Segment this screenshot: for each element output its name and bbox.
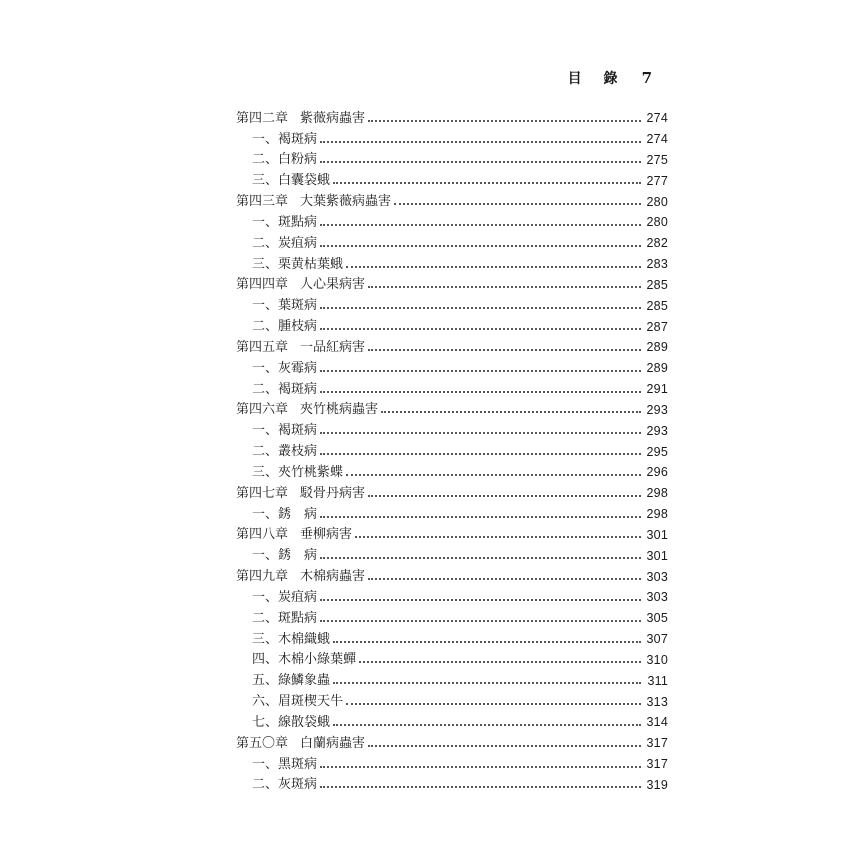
entry-title: 褐斑病 (278, 381, 318, 397)
entry-number: 一、 (252, 298, 279, 314)
entry-title: 白蘭病蟲害 (300, 735, 366, 751)
toc-section-entry (236, 583, 668, 604)
toc-chapter-entry (236, 187, 668, 208)
entry-number: 一、 (252, 131, 279, 147)
dot-leader (320, 620, 641, 622)
entry-number: 一、 (252, 360, 279, 376)
table-of-contents (236, 104, 668, 791)
entry-title: 白粉病 (278, 152, 318, 168)
entry-title: 夾竹桃紫蝶 (278, 464, 344, 480)
dot-leader (381, 411, 641, 413)
toc-section-entry (236, 708, 668, 729)
entry-number: 第四六章 (236, 402, 289, 418)
entry-number: 二、 (252, 444, 279, 460)
entry-page-number: 274 (646, 132, 668, 147)
entry-number: 第四三章 (236, 194, 289, 210)
dot-leader (346, 703, 641, 705)
toc-section-entry (236, 750, 668, 771)
entry-title: 炭疽病 (278, 589, 318, 605)
toc-chapter-entry (236, 396, 668, 417)
entry-title: 灰斑病 (278, 777, 318, 793)
entry-page-number: 303 (646, 569, 668, 584)
entry-title: 斑點病 (278, 610, 318, 626)
entry-page-number: 303 (646, 590, 668, 605)
entry-title: 灰霉病 (278, 360, 318, 376)
toc-section-entry (236, 437, 668, 458)
entry-page-number: 317 (646, 736, 668, 751)
dot-leader (320, 786, 641, 788)
toc-section-entry (236, 250, 668, 271)
dot-leader (320, 161, 641, 163)
entry-page-number: 298 (646, 507, 668, 522)
toc-section-entry (236, 354, 668, 375)
entry-title: 褐斑病 (278, 423, 318, 439)
entry-page-number: 298 (646, 486, 668, 501)
entry-number: 一、 (252, 756, 279, 772)
entry-title: 紫薇病蟲害 (300, 110, 366, 126)
entry-title: 垂柳病害 (300, 527, 353, 543)
dot-leader (359, 661, 641, 663)
dot-leader (368, 578, 641, 580)
entry-number: 三、 (252, 173, 279, 189)
entry-title: 白囊袋蛾 (278, 173, 331, 189)
toc-section-entry (236, 541, 668, 562)
toc-section-entry (236, 229, 668, 250)
header-page-number: 7 (641, 69, 652, 87)
entry-number: 二、 (252, 777, 279, 793)
toc-section-entry (236, 458, 668, 479)
entry-number: 一、 (252, 506, 279, 522)
toc-section-entry (236, 208, 668, 229)
entry-page-number: 310 (646, 652, 668, 667)
entry-page-number: 307 (646, 632, 668, 647)
entry-number: 一、 (252, 423, 279, 439)
dot-leader (320, 599, 641, 601)
entry-page-number: 289 (646, 361, 668, 376)
entry-number: 二、 (252, 381, 279, 397)
entry-page-number: 317 (646, 757, 668, 771)
dot-leader (320, 516, 641, 518)
dot-leader (320, 141, 641, 143)
entry-page-number: 287 (646, 319, 668, 334)
entry-title: 銹 病 (278, 548, 318, 564)
entry-number: 三、 (252, 256, 279, 272)
entry-title: 栗黄枯葉蛾 (278, 256, 344, 272)
toc-section-entry (236, 416, 668, 437)
entry-number: 第四四章 (236, 277, 289, 293)
dot-leader (368, 286, 641, 288)
entry-page-number: 313 (646, 694, 668, 709)
entry-title: 大葉紫薇病蟲害 (300, 194, 392, 210)
dot-leader (320, 245, 641, 247)
entry-page-number: 293 (646, 423, 668, 438)
toc-section-entry (236, 125, 668, 146)
dot-leader (368, 495, 641, 497)
entry-title: 人心果病害 (300, 277, 366, 293)
dot-leader (320, 557, 641, 559)
dot-leader (320, 307, 641, 309)
entry-page-number: 291 (646, 382, 668, 397)
entry-title: 黑斑病 (278, 756, 318, 772)
entry-title: 褐斑病 (278, 131, 318, 147)
entry-page-number: 289 (646, 340, 668, 355)
dot-leader (394, 203, 641, 205)
entry-title: 一品紅病害 (300, 339, 366, 355)
dot-leader (368, 120, 641, 122)
entry-number: 第四七章 (236, 485, 289, 501)
entry-page-number: 305 (646, 611, 668, 626)
toc-section-entry (236, 646, 668, 667)
entry-number: 一、 (252, 589, 279, 605)
dot-leader (355, 536, 641, 538)
entry-page-number: 319 (646, 777, 668, 792)
entry-title: 腫枝病 (278, 319, 318, 335)
entry-title: 線散袋蛾 (278, 714, 331, 730)
dot-leader (320, 432, 641, 434)
toc-section-entry (236, 291, 668, 312)
toc-section-entry (236, 625, 668, 646)
toc-chapter-entry (236, 562, 668, 583)
dot-leader (320, 391, 641, 393)
entry-page-number: 282 (646, 236, 668, 251)
toc-section-entry (236, 500, 668, 521)
dot-leader (333, 641, 641, 643)
toc-chapter-entry (236, 271, 668, 292)
toc-section-entry (236, 375, 668, 396)
entry-title: 夾竹桃病蟲害 (300, 402, 379, 418)
entry-title: 炭疽病 (278, 235, 318, 251)
entry-title: 木棉織蛾 (278, 631, 331, 647)
entry-title: 眉斑楔天牛 (278, 694, 344, 710)
entry-title: 木棉病蟲害 (300, 569, 366, 585)
entry-number: 一、 (252, 548, 279, 564)
dot-leader (346, 266, 641, 268)
toc-section-entry (236, 771, 668, 792)
entry-page-number: 293 (646, 402, 668, 417)
toc-section-entry (236, 312, 668, 333)
entry-number: 第四五章 (236, 339, 289, 355)
dot-leader (333, 682, 641, 684)
entry-page-number: 280 (646, 194, 668, 209)
entry-page-number: 311 (647, 673, 668, 688)
entry-title: 銹 病 (278, 506, 318, 522)
header-section-title: 目錄 (567, 71, 640, 87)
entry-title: 駁骨丹病害 (300, 485, 366, 501)
entry-page-number: 285 (646, 277, 668, 292)
toc-section-entry (236, 687, 668, 708)
dot-leader (320, 453, 641, 455)
entry-number: 四、 (252, 652, 279, 668)
entry-page-number: 283 (646, 257, 668, 272)
dot-leader (368, 349, 641, 351)
entry-number: 三、 (252, 464, 279, 480)
entry-title: 綠鱗象蟲 (278, 673, 331, 689)
dot-leader (333, 724, 641, 726)
toc-chapter-entry (236, 479, 668, 500)
toc-chapter-entry (236, 333, 668, 354)
entry-number: 一、 (252, 214, 279, 230)
dot-leader (333, 182, 641, 184)
dot-leader (346, 474, 641, 476)
toc-section-entry (236, 666, 668, 687)
entry-title: 斑點病 (278, 214, 318, 230)
entry-number: 三、 (252, 631, 279, 647)
entry-page-number: 280 (646, 215, 668, 230)
entry-number: 二、 (252, 610, 279, 626)
entry-number: 第五〇章 (236, 735, 289, 751)
entry-number: 七、 (252, 714, 279, 730)
toc-section-entry (236, 166, 668, 187)
entry-page-number: 314 (646, 715, 668, 730)
entry-page-number: 301 (646, 527, 668, 542)
toc-chapter-entry (236, 729, 668, 750)
entry-page-number: 296 (646, 465, 668, 480)
entry-number: 第四九章 (236, 569, 289, 585)
entry-number: 六、 (252, 694, 279, 710)
dot-leader (320, 328, 641, 330)
toc-chapter-entry (236, 104, 668, 125)
entry-page-number: 295 (646, 444, 668, 459)
dot-leader (320, 766, 641, 768)
entry-page-number: 275 (646, 152, 668, 167)
entry-number: 五、 (252, 673, 279, 689)
entry-page-number: 277 (646, 173, 668, 188)
entry-page-number: 301 (646, 548, 668, 563)
entry-title: 木棉小綠葉蟬 (278, 652, 357, 668)
toc-section-entry (236, 146, 668, 167)
entry-number: 二、 (252, 152, 279, 168)
entry-number: 二、 (252, 319, 279, 335)
dot-leader (368, 745, 641, 747)
toc-chapter-entry (236, 521, 668, 542)
running-header (568, 68, 652, 88)
entry-number: 第四二章 (236, 110, 289, 126)
toc-section-entry (236, 604, 668, 625)
entry-title: 葉斑病 (278, 298, 318, 314)
dot-leader (320, 224, 641, 226)
dot-leader (320, 370, 641, 372)
entry-page-number: 274 (646, 111, 668, 126)
entry-page-number: 285 (646, 298, 668, 313)
entry-number: 第四八章 (236, 527, 289, 543)
entry-title: 叢枝病 (278, 444, 318, 460)
entry-number: 二、 (252, 235, 279, 251)
